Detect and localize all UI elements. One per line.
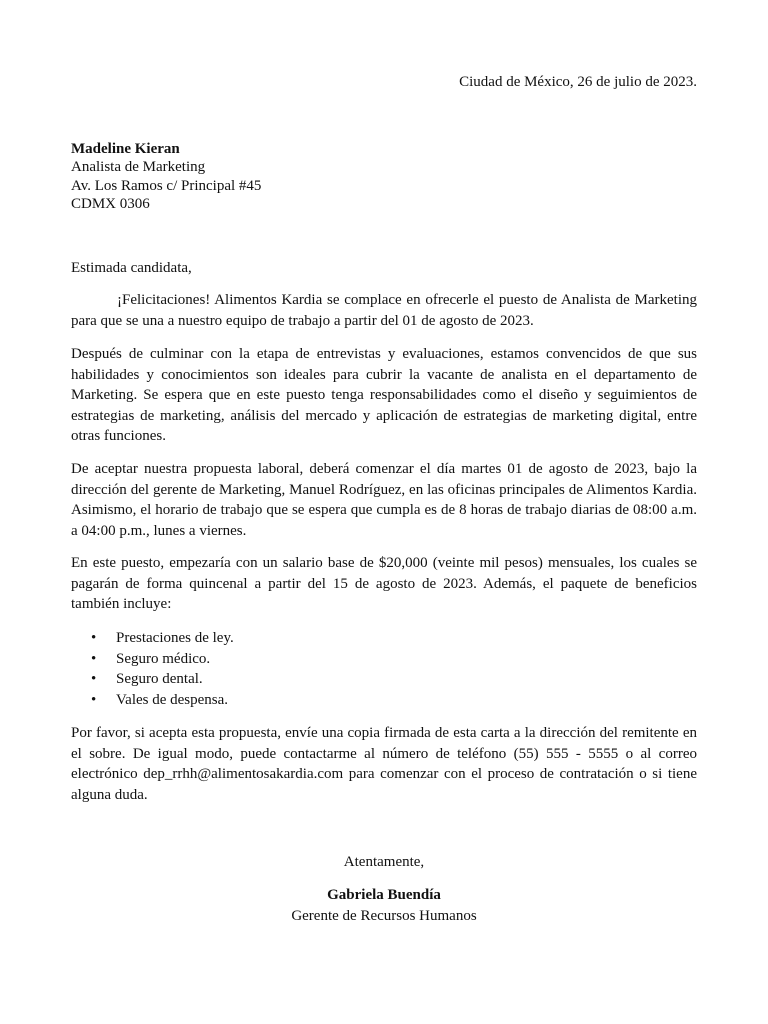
benefit-text: Seguro dental. bbox=[116, 671, 203, 688]
benefit-text: Vales de despensa. bbox=[116, 691, 229, 708]
list-item bbox=[71, 649, 234, 670]
paragraph-offer bbox=[71, 290, 697, 331]
recipient-block bbox=[71, 140, 261, 214]
paragraph-salary: En este puesto, empezaría con un salario base de $20,000 (veinte mil pesos) mensuales, los cuales se pagarán de forma quincenal a partir del 15 de agosto de 2023. Además, el paquete de beneficios también incluye: bbox=[71, 555, 697, 613]
paragraph-evaluation: Después de culminar con la etapa de entrevistas y evaluaciones, estamos convencidos de que sus habilidades y conocimientos son ideales para cubrir la vacante de analista en el departamento de Marketing. Se espera que en este puesto tenga responsabilidades como el diseño y seguimientos de estrategias de marketing, análisis del mercado y aplicación de estrategias de marketing digital, entre otras funciones. bbox=[71, 346, 697, 445]
bullet-icon: • bbox=[91, 630, 97, 646]
bullet-icon: • bbox=[91, 691, 97, 708]
recipient-title: Analista de Marketing bbox=[71, 159, 206, 176]
signature-block bbox=[71, 885, 697, 926]
letter-date: Ciudad de México, 26 de julio de 2023. bbox=[459, 74, 697, 90]
bullet-icon: • bbox=[91, 671, 97, 688]
bullet-icon: • bbox=[91, 650, 97, 667]
paragraph-offer-text: ¡Felicitaciones! Alimentos Kardia se complace en ofrecerle el puesto de Analista de Marketing para que se una a nuestro equipo de trabajo a partir del 01 de agosto de 2023. bbox=[71, 292, 697, 329]
signer-name: Gabriela Buendía bbox=[327, 887, 441, 903]
benefit-text: Seguro médico. bbox=[116, 650, 211, 667]
list-item bbox=[71, 669, 234, 690]
paragraph-schedule: De aceptar nuestra propuesta laboral, deberá comenzar el día martes 01 de agosto de 2023, bajo la dirección del gerente de Marketing, Manuel Rodríguez, en las oficinas principales de Alimentos Kardia. Asimismo, el horario de trabajo que se espera que cumpla es de 8 horas de trabajo diarias de 08:00 a.m. a 04:00 p.m., lunes a viernes. bbox=[71, 461, 697, 539]
benefit-text: Prestaciones de ley. bbox=[116, 630, 234, 646]
list-item bbox=[71, 628, 234, 649]
list-item bbox=[71, 690, 234, 711]
closing: Atentamente, bbox=[343, 854, 425, 870]
recipient-city: CDMX 0306 bbox=[71, 196, 150, 213]
paragraph-contact: Por favor, si acepta esta propuesta, envíe una copia firmada de esta carta a la dirección del remitente en el sobre. De igual modo, puede contactarme al número de teléfono (55) 555 - 5555 o al correo electrónico dep_rrhh@alimentosakardia.com para comenzar con el proceso de contratación o si tiene alguna duda. bbox=[71, 725, 697, 803]
benefits-list bbox=[71, 628, 234, 710]
recipient-name: Madeline Kieran bbox=[71, 141, 180, 157]
signer-title: Gerente de Recursos Humanos bbox=[291, 907, 477, 924]
greeting: Estimada candidata, bbox=[71, 260, 192, 276]
recipient-address: Av. Los Ramos c/ Principal #45 bbox=[71, 177, 262, 194]
